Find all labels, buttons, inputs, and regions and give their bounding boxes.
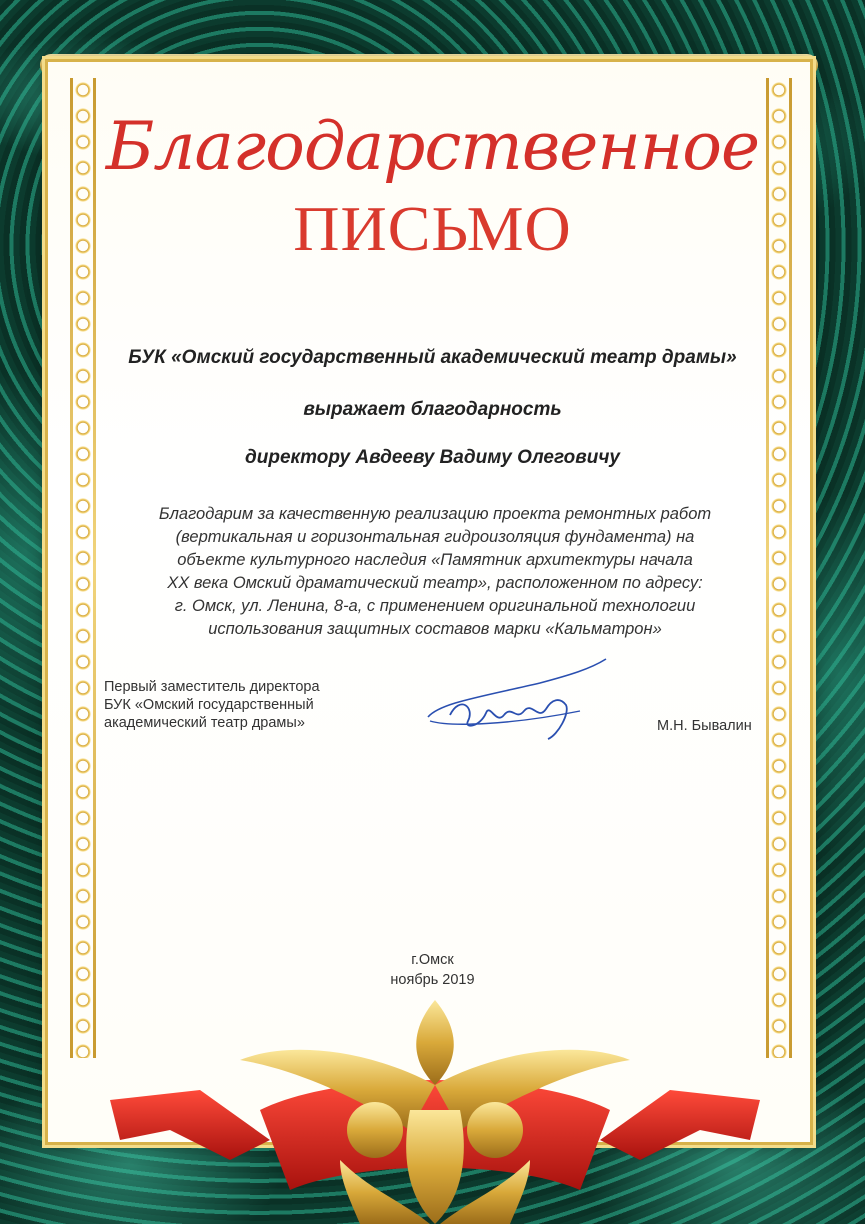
title-script: Благодарственное: [105, 108, 760, 185]
handwritten-signature: [420, 655, 610, 745]
body-text: [110, 503, 760, 641]
recipient: директору Авдееву Вадиму Олеговичу: [244, 447, 621, 468]
body-line: Благодарим за качественную реализацию проекта ремонтных работ: [158, 505, 712, 523]
body-line: г. Омск, ул. Ленина, 8-а, с применением оригинальной технологии: [174, 597, 696, 615]
signatory-title: [104, 678, 320, 732]
body-line: использования защитных составов марки «Кальматрон»: [208, 620, 662, 638]
signatory-title-line: БУК «Омский государственный: [104, 697, 314, 713]
place-date: [0, 950, 865, 990]
signatory-title-line: Первый заместитель директора: [104, 679, 320, 695]
expresses-gratitude: выражает благодарность: [303, 399, 562, 420]
signatory-name: М.Н. Бывалин: [657, 718, 752, 734]
organization-name: БУК «Омский государственный академический театр драмы»: [128, 347, 737, 368]
body-line: (вертикальная и горизонтальная гидроизоляция фундамента) на: [175, 528, 695, 546]
body-line: объекте культурного наследия «Памятник архитектуры начала: [177, 551, 693, 569]
body-line: XX века Омский драматический театр», расположенном по адресу:: [167, 574, 703, 592]
signatory-title-line: академический театр драмы»: [104, 715, 305, 731]
date: ноябрь 2019: [390, 972, 475, 988]
bottom-ornament: [110, 990, 760, 1224]
place: г.Омск: [411, 952, 454, 968]
title-main: ПИСЬМО: [293, 193, 572, 264]
